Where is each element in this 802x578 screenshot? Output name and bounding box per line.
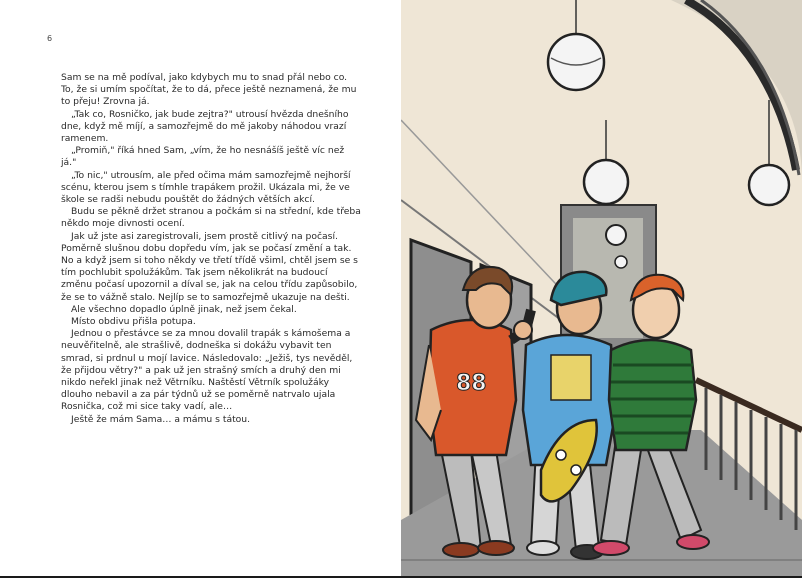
illustration-page bbox=[401, 0, 802, 578]
paragraph: Ale všechno dopadlo úplně jinak, než jsem čekal. bbox=[71, 303, 297, 315]
paragraph: „To nic," utrousím, ale před očima mám samozřejmě nejhorší scénu, kterou jsem s tímhle trapákem prožil. Ukázala mi, že ve škole se radši nebudu pouštět do žádných větších akcí. bbox=[61, 169, 351, 206]
paragraph: Ještě že mám Sama… a mámu s tátou. bbox=[71, 413, 251, 425]
shirt-number: 88 bbox=[456, 371, 487, 396]
paragraph: „Tak co, Rosničko, jak bude zejtra?" utrousí hvězda dnešního dne, když mě míjí, a samozřejmě do mě jakoby náhodou vrazí ramenem. bbox=[61, 108, 349, 145]
paragraph: Jednou o přestávce se za mnou dovalil trapák s kámošema a neuvěřitelně, ale strašlivě, dodneška si dokážu vybavit ten smrad, si prdnul u mojí lavice. Následovalo: „Ježiš, tys nevěděl, že přijdou větry?" a pak už jen strašný smích a druhý den mi nikdo neřekl jinak než Větrníku. Naštěstí Větrník spolužáky dlouho nebavil a za pár týdnů už se poměrně natrvalo ujala Rosnička, což mi sice taky vadí, ale… bbox=[61, 328, 353, 413]
paragraph: Sam se na mě podíval, jako kdybych mu to snad přál nebo co. To, že si umím spočítat, že to dá, přece ještě neznamená, že mu to přeju! Zrovna já. bbox=[61, 72, 357, 108]
page-number: 6 bbox=[47, 34, 53, 43]
paragraph: Místo obdivu přišla potupa. bbox=[71, 316, 196, 328]
paragraph: Budu se pěkně držet stranou a počkám si na střední, kde třeba někdo moje divnosti ocení. bbox=[61, 206, 361, 230]
story-text bbox=[61, 72, 361, 426]
paragraph: Jak už jste asi zaregistrovali, jsem prostě citlivý na počasí. Poměrně slušnou dobu dopředu vím, jak se počasí změní a tak. No a když jsem si toho někdy ve třetí třídě všiml, chtěl jsem se s tím pochlubit spolužákům. Tak jsem několikrát na budoucí změnu počasí upozornil a díval se, jak na celou třídu zapůsobilo, že se to vážně stalo. Nejlíp se to samozřejmě ukazuje na dešti. bbox=[61, 230, 358, 303]
three-boys-hallway-illustration bbox=[401, 0, 802, 578]
paragraph: „Promiň," říká hned Sam, „vím, že ho nesnášíš ještě víc než já." bbox=[61, 145, 345, 169]
